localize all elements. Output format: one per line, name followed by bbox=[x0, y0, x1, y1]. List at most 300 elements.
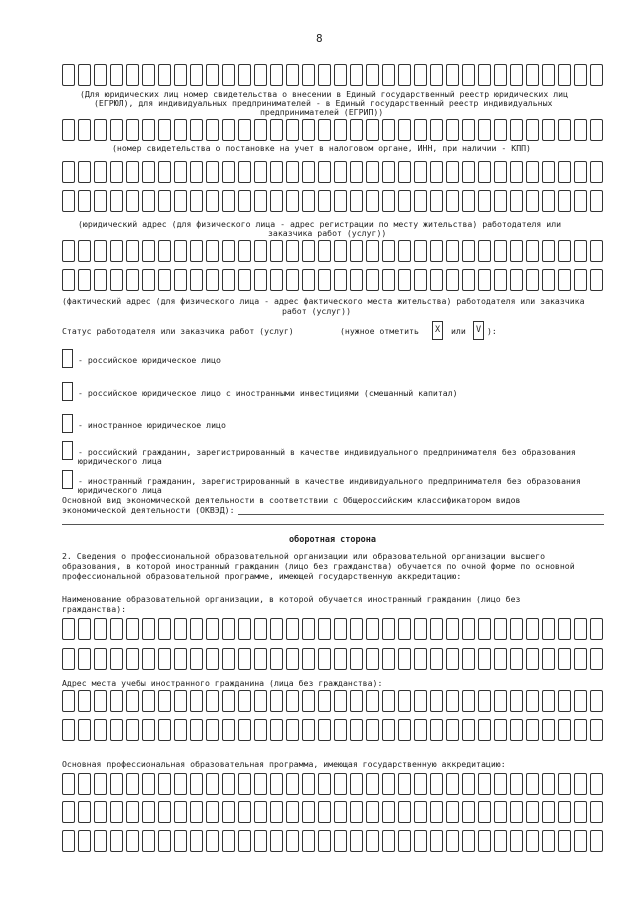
char-cell[interactable] bbox=[462, 618, 475, 640]
char-cell[interactable] bbox=[334, 801, 347, 823]
char-cell[interactable] bbox=[526, 690, 539, 712]
char-cell[interactable] bbox=[110, 690, 123, 712]
char-cell[interactable] bbox=[158, 240, 171, 262]
char-cell[interactable] bbox=[350, 269, 363, 291]
char-cell[interactable] bbox=[398, 618, 411, 640]
char-cell[interactable] bbox=[238, 269, 251, 291]
char-cell[interactable] bbox=[542, 801, 555, 823]
char-cell[interactable] bbox=[542, 773, 555, 795]
char-cell[interactable] bbox=[462, 773, 475, 795]
char-cell[interactable] bbox=[318, 269, 331, 291]
char-cell[interactable] bbox=[446, 801, 459, 823]
char-cell[interactable] bbox=[350, 119, 363, 141]
char-cell[interactable] bbox=[222, 618, 235, 640]
char-cell[interactable] bbox=[430, 64, 443, 86]
char-cell[interactable] bbox=[510, 801, 523, 823]
char-cell[interactable] bbox=[590, 161, 603, 183]
char-cell[interactable] bbox=[446, 648, 459, 670]
char-cell[interactable] bbox=[430, 830, 443, 852]
char-cell[interactable] bbox=[542, 719, 555, 741]
char-cell[interactable] bbox=[462, 830, 475, 852]
char-cell[interactable] bbox=[222, 240, 235, 262]
study-address-boxes-2[interactable] bbox=[62, 719, 606, 743]
char-cell[interactable] bbox=[366, 119, 379, 141]
char-cell[interactable] bbox=[366, 690, 379, 712]
char-cell[interactable] bbox=[142, 830, 155, 852]
char-cell[interactable] bbox=[142, 773, 155, 795]
char-cell[interactable] bbox=[366, 161, 379, 183]
char-cell[interactable] bbox=[414, 190, 427, 212]
status-checkbox-foreign-legal[interactable] bbox=[62, 414, 73, 433]
char-cell[interactable] bbox=[558, 269, 571, 291]
char-cell[interactable] bbox=[558, 64, 571, 86]
char-cell[interactable] bbox=[542, 690, 555, 712]
char-cell[interactable] bbox=[510, 618, 523, 640]
char-cell[interactable] bbox=[270, 719, 283, 741]
char-cell[interactable] bbox=[510, 773, 523, 795]
char-cell[interactable] bbox=[510, 830, 523, 852]
char-cell[interactable] bbox=[446, 240, 459, 262]
char-cell[interactable] bbox=[126, 618, 139, 640]
char-cell[interactable] bbox=[158, 719, 171, 741]
char-cell[interactable] bbox=[126, 719, 139, 741]
char-cell[interactable] bbox=[318, 119, 331, 141]
char-cell[interactable] bbox=[494, 648, 507, 670]
char-cell[interactable] bbox=[110, 240, 123, 262]
char-cell[interactable] bbox=[574, 161, 587, 183]
char-cell[interactable] bbox=[254, 64, 267, 86]
char-cell[interactable] bbox=[238, 648, 251, 670]
char-cell[interactable] bbox=[590, 719, 603, 741]
char-cell[interactable] bbox=[542, 190, 555, 212]
char-cell[interactable] bbox=[430, 690, 443, 712]
char-cell[interactable] bbox=[78, 269, 91, 291]
char-cell[interactable] bbox=[494, 240, 507, 262]
char-cell[interactable] bbox=[398, 119, 411, 141]
char-cell[interactable] bbox=[382, 801, 395, 823]
char-cell[interactable] bbox=[478, 64, 491, 86]
char-cell[interactable] bbox=[494, 830, 507, 852]
char-cell[interactable] bbox=[126, 64, 139, 86]
char-cell[interactable] bbox=[574, 801, 587, 823]
char-cell[interactable] bbox=[126, 240, 139, 262]
char-cell[interactable] bbox=[206, 719, 219, 741]
char-cell[interactable] bbox=[318, 618, 331, 640]
char-cell[interactable] bbox=[302, 161, 315, 183]
char-cell[interactable] bbox=[542, 269, 555, 291]
char-cell[interactable] bbox=[510, 64, 523, 86]
char-cell[interactable] bbox=[78, 240, 91, 262]
char-cell[interactable] bbox=[190, 161, 203, 183]
char-cell[interactable] bbox=[142, 719, 155, 741]
char-cell[interactable] bbox=[398, 269, 411, 291]
char-cell[interactable] bbox=[78, 719, 91, 741]
char-cell[interactable] bbox=[478, 119, 491, 141]
char-cell[interactable] bbox=[62, 119, 75, 141]
char-cell[interactable] bbox=[366, 719, 379, 741]
char-cell[interactable] bbox=[318, 161, 331, 183]
char-cell[interactable] bbox=[238, 161, 251, 183]
char-cell[interactable] bbox=[398, 190, 411, 212]
status-checkbox-foreign-investment[interactable] bbox=[62, 382, 73, 401]
char-cell[interactable] bbox=[558, 240, 571, 262]
char-cell[interactable] bbox=[238, 830, 251, 852]
char-cell[interactable] bbox=[126, 119, 139, 141]
char-cell[interactable] bbox=[62, 269, 75, 291]
okved-input-line-2[interactable] bbox=[62, 524, 604, 525]
char-cell[interactable] bbox=[110, 269, 123, 291]
char-cell[interactable] bbox=[254, 801, 267, 823]
char-cell[interactable] bbox=[334, 830, 347, 852]
char-cell[interactable] bbox=[158, 690, 171, 712]
char-cell[interactable] bbox=[126, 690, 139, 712]
char-cell[interactable] bbox=[574, 190, 587, 212]
char-cell[interactable] bbox=[558, 773, 571, 795]
char-cell[interactable] bbox=[190, 64, 203, 86]
char-cell[interactable] bbox=[350, 719, 363, 741]
char-cell[interactable] bbox=[270, 269, 283, 291]
char-cell[interactable] bbox=[254, 269, 267, 291]
char-cell[interactable] bbox=[302, 240, 315, 262]
char-cell[interactable] bbox=[62, 648, 75, 670]
char-cell[interactable] bbox=[110, 830, 123, 852]
char-cell[interactable] bbox=[526, 240, 539, 262]
char-cell[interactable] bbox=[254, 773, 267, 795]
status-checkbox-russian-entrepreneur[interactable] bbox=[62, 441, 73, 460]
char-cell[interactable] bbox=[542, 648, 555, 670]
char-cell[interactable] bbox=[574, 773, 587, 795]
char-cell[interactable] bbox=[414, 269, 427, 291]
status-checkbox-foreign-entrepreneur[interactable] bbox=[62, 470, 73, 489]
char-cell[interactable] bbox=[430, 240, 443, 262]
char-cell[interactable] bbox=[174, 719, 187, 741]
study-address-boxes-1[interactable] bbox=[62, 690, 606, 714]
char-cell[interactable] bbox=[382, 648, 395, 670]
char-cell[interactable] bbox=[350, 161, 363, 183]
char-cell[interactable] bbox=[174, 269, 187, 291]
char-cell[interactable] bbox=[430, 119, 443, 141]
char-cell[interactable] bbox=[270, 64, 283, 86]
char-cell[interactable] bbox=[526, 161, 539, 183]
char-cell[interactable] bbox=[526, 648, 539, 670]
char-cell[interactable] bbox=[318, 690, 331, 712]
char-cell[interactable] bbox=[190, 719, 203, 741]
char-cell[interactable] bbox=[558, 830, 571, 852]
char-cell[interactable] bbox=[414, 240, 427, 262]
char-cell[interactable] bbox=[286, 618, 299, 640]
char-cell[interactable] bbox=[254, 719, 267, 741]
char-cell[interactable] bbox=[190, 190, 203, 212]
char-cell[interactable] bbox=[334, 648, 347, 670]
char-cell[interactable] bbox=[94, 119, 107, 141]
program-boxes-1[interactable] bbox=[62, 773, 606, 797]
char-cell[interactable] bbox=[334, 719, 347, 741]
char-cell[interactable] bbox=[110, 190, 123, 212]
char-cell[interactable] bbox=[222, 119, 235, 141]
char-cell[interactable] bbox=[350, 690, 363, 712]
char-cell[interactable] bbox=[462, 648, 475, 670]
char-cell[interactable] bbox=[526, 801, 539, 823]
okved-input-line[interactable] bbox=[238, 514, 604, 515]
char-cell[interactable] bbox=[286, 269, 299, 291]
char-cell[interactable] bbox=[110, 119, 123, 141]
char-cell[interactable] bbox=[446, 269, 459, 291]
char-cell[interactable] bbox=[222, 773, 235, 795]
status-checkbox-russian-legal[interactable] bbox=[62, 349, 73, 368]
char-cell[interactable] bbox=[206, 269, 219, 291]
char-cell[interactable] bbox=[542, 830, 555, 852]
char-cell[interactable] bbox=[366, 773, 379, 795]
char-cell[interactable] bbox=[590, 690, 603, 712]
char-cell[interactable] bbox=[238, 240, 251, 262]
char-cell[interactable] bbox=[494, 161, 507, 183]
char-cell[interactable] bbox=[206, 648, 219, 670]
char-cell[interactable] bbox=[542, 161, 555, 183]
char-cell[interactable] bbox=[382, 719, 395, 741]
char-cell[interactable] bbox=[302, 190, 315, 212]
char-cell[interactable] bbox=[462, 240, 475, 262]
char-cell[interactable] bbox=[254, 190, 267, 212]
char-cell[interactable] bbox=[254, 119, 267, 141]
char-cell[interactable] bbox=[78, 830, 91, 852]
char-cell[interactable] bbox=[302, 618, 315, 640]
char-cell[interactable] bbox=[158, 64, 171, 86]
legal-address-boxes-2[interactable] bbox=[62, 190, 606, 214]
char-cell[interactable] bbox=[574, 719, 587, 741]
char-cell[interactable] bbox=[190, 269, 203, 291]
char-cell[interactable] bbox=[414, 648, 427, 670]
char-cell[interactable] bbox=[78, 773, 91, 795]
char-cell[interactable] bbox=[142, 618, 155, 640]
char-cell[interactable] bbox=[382, 64, 395, 86]
char-cell[interactable] bbox=[302, 64, 315, 86]
char-cell[interactable] bbox=[574, 648, 587, 670]
char-cell[interactable] bbox=[62, 240, 75, 262]
char-cell[interactable] bbox=[350, 801, 363, 823]
char-cell[interactable] bbox=[190, 648, 203, 670]
char-cell[interactable] bbox=[478, 719, 491, 741]
char-cell[interactable] bbox=[142, 119, 155, 141]
char-cell[interactable] bbox=[398, 648, 411, 670]
char-cell[interactable] bbox=[142, 161, 155, 183]
char-cell[interactable] bbox=[398, 719, 411, 741]
char-cell[interactable] bbox=[94, 161, 107, 183]
char-cell[interactable] bbox=[62, 830, 75, 852]
char-cell[interactable] bbox=[174, 190, 187, 212]
char-cell[interactable] bbox=[446, 773, 459, 795]
char-cell[interactable] bbox=[398, 161, 411, 183]
char-cell[interactable] bbox=[78, 161, 91, 183]
char-cell[interactable] bbox=[574, 830, 587, 852]
char-cell[interactable] bbox=[350, 648, 363, 670]
char-cell[interactable] bbox=[494, 719, 507, 741]
char-cell[interactable] bbox=[494, 801, 507, 823]
char-cell[interactable] bbox=[366, 240, 379, 262]
char-cell[interactable] bbox=[94, 801, 107, 823]
char-cell[interactable] bbox=[78, 190, 91, 212]
char-cell[interactable] bbox=[446, 119, 459, 141]
char-cell[interactable] bbox=[222, 64, 235, 86]
char-cell[interactable] bbox=[302, 690, 315, 712]
char-cell[interactable] bbox=[222, 830, 235, 852]
program-boxes-2[interactable] bbox=[62, 801, 606, 825]
actual-address-boxes-1[interactable] bbox=[62, 240, 606, 264]
char-cell[interactable] bbox=[254, 690, 267, 712]
char-cell[interactable] bbox=[574, 119, 587, 141]
char-cell[interactable] bbox=[558, 801, 571, 823]
char-cell[interactable] bbox=[542, 64, 555, 86]
char-cell[interactable] bbox=[494, 190, 507, 212]
char-cell[interactable] bbox=[94, 240, 107, 262]
char-cell[interactable] bbox=[350, 64, 363, 86]
char-cell[interactable] bbox=[446, 830, 459, 852]
char-cell[interactable] bbox=[286, 719, 299, 741]
char-cell[interactable] bbox=[462, 719, 475, 741]
char-cell[interactable] bbox=[110, 773, 123, 795]
char-cell[interactable] bbox=[366, 648, 379, 670]
char-cell[interactable] bbox=[558, 648, 571, 670]
char-cell[interactable] bbox=[158, 269, 171, 291]
char-cell[interactable] bbox=[382, 240, 395, 262]
char-cell[interactable] bbox=[446, 719, 459, 741]
char-cell[interactable] bbox=[446, 690, 459, 712]
char-cell[interactable] bbox=[222, 719, 235, 741]
char-cell[interactable] bbox=[334, 269, 347, 291]
char-cell[interactable] bbox=[190, 830, 203, 852]
char-cell[interactable] bbox=[110, 161, 123, 183]
char-cell[interactable] bbox=[510, 648, 523, 670]
char-cell[interactable] bbox=[94, 64, 107, 86]
char-cell[interactable] bbox=[318, 190, 331, 212]
char-cell[interactable] bbox=[526, 190, 539, 212]
char-cell[interactable] bbox=[302, 801, 315, 823]
char-cell[interactable] bbox=[510, 269, 523, 291]
char-cell[interactable] bbox=[302, 830, 315, 852]
char-cell[interactable] bbox=[590, 190, 603, 212]
char-cell[interactable] bbox=[510, 240, 523, 262]
char-cell[interactable] bbox=[398, 773, 411, 795]
char-cell[interactable] bbox=[382, 119, 395, 141]
char-cell[interactable] bbox=[286, 830, 299, 852]
char-cell[interactable] bbox=[462, 690, 475, 712]
char-cell[interactable] bbox=[206, 190, 219, 212]
char-cell[interactable] bbox=[238, 190, 251, 212]
char-cell[interactable] bbox=[350, 773, 363, 795]
char-cell[interactable] bbox=[478, 161, 491, 183]
char-cell[interactable] bbox=[590, 801, 603, 823]
char-cell[interactable] bbox=[286, 648, 299, 670]
char-cell[interactable] bbox=[206, 773, 219, 795]
char-cell[interactable] bbox=[206, 690, 219, 712]
char-cell[interactable] bbox=[254, 648, 267, 670]
char-cell[interactable] bbox=[62, 161, 75, 183]
char-cell[interactable] bbox=[286, 773, 299, 795]
char-cell[interactable] bbox=[158, 801, 171, 823]
char-cell[interactable] bbox=[238, 719, 251, 741]
char-cell[interactable] bbox=[142, 801, 155, 823]
char-cell[interactable] bbox=[190, 773, 203, 795]
char-cell[interactable] bbox=[590, 240, 603, 262]
char-cell[interactable] bbox=[62, 801, 75, 823]
char-cell[interactable] bbox=[62, 719, 75, 741]
char-cell[interactable] bbox=[270, 773, 283, 795]
char-cell[interactable] bbox=[430, 801, 443, 823]
char-cell[interactable] bbox=[334, 119, 347, 141]
char-cell[interactable] bbox=[110, 801, 123, 823]
char-cell[interactable] bbox=[366, 269, 379, 291]
char-cell[interactable] bbox=[526, 119, 539, 141]
char-cell[interactable] bbox=[318, 719, 331, 741]
char-cell[interactable] bbox=[590, 618, 603, 640]
char-cell[interactable] bbox=[462, 801, 475, 823]
char-cell[interactable] bbox=[366, 830, 379, 852]
registry-number-boxes[interactable] bbox=[62, 64, 606, 88]
char-cell[interactable] bbox=[430, 773, 443, 795]
char-cell[interactable] bbox=[270, 801, 283, 823]
char-cell[interactable] bbox=[142, 64, 155, 86]
char-cell[interactable] bbox=[126, 801, 139, 823]
char-cell[interactable] bbox=[206, 801, 219, 823]
char-cell[interactable] bbox=[334, 773, 347, 795]
char-cell[interactable] bbox=[382, 690, 395, 712]
char-cell[interactable] bbox=[510, 161, 523, 183]
char-cell[interactable] bbox=[414, 773, 427, 795]
char-cell[interactable] bbox=[158, 161, 171, 183]
char-cell[interactable] bbox=[254, 830, 267, 852]
char-cell[interactable] bbox=[302, 719, 315, 741]
char-cell[interactable] bbox=[158, 648, 171, 670]
char-cell[interactable] bbox=[302, 269, 315, 291]
char-cell[interactable] bbox=[174, 240, 187, 262]
char-cell[interactable] bbox=[286, 690, 299, 712]
char-cell[interactable] bbox=[366, 190, 379, 212]
char-cell[interactable] bbox=[334, 64, 347, 86]
char-cell[interactable] bbox=[446, 618, 459, 640]
char-cell[interactable] bbox=[494, 64, 507, 86]
org-name-boxes-1[interactable] bbox=[62, 618, 606, 642]
char-cell[interactable] bbox=[590, 830, 603, 852]
char-cell[interactable] bbox=[270, 648, 283, 670]
char-cell[interactable] bbox=[398, 240, 411, 262]
char-cell[interactable] bbox=[142, 269, 155, 291]
char-cell[interactable] bbox=[558, 161, 571, 183]
char-cell[interactable] bbox=[446, 161, 459, 183]
char-cell[interactable] bbox=[510, 119, 523, 141]
char-cell[interactable] bbox=[238, 119, 251, 141]
char-cell[interactable] bbox=[462, 64, 475, 86]
char-cell[interactable] bbox=[574, 240, 587, 262]
char-cell[interactable] bbox=[398, 801, 411, 823]
char-cell[interactable] bbox=[478, 269, 491, 291]
char-cell[interactable] bbox=[590, 648, 603, 670]
char-cell[interactable] bbox=[526, 269, 539, 291]
char-cell[interactable] bbox=[286, 64, 299, 86]
char-cell[interactable] bbox=[110, 648, 123, 670]
char-cell[interactable] bbox=[494, 618, 507, 640]
char-cell[interactable] bbox=[62, 773, 75, 795]
char-cell[interactable] bbox=[318, 830, 331, 852]
char-cell[interactable] bbox=[478, 190, 491, 212]
char-cell[interactable] bbox=[158, 830, 171, 852]
char-cell[interactable] bbox=[142, 648, 155, 670]
char-cell[interactable] bbox=[286, 119, 299, 141]
char-cell[interactable] bbox=[158, 119, 171, 141]
char-cell[interactable] bbox=[478, 240, 491, 262]
char-cell[interactable] bbox=[414, 618, 427, 640]
char-cell[interactable] bbox=[126, 648, 139, 670]
char-cell[interactable] bbox=[142, 240, 155, 262]
char-cell[interactable] bbox=[382, 190, 395, 212]
